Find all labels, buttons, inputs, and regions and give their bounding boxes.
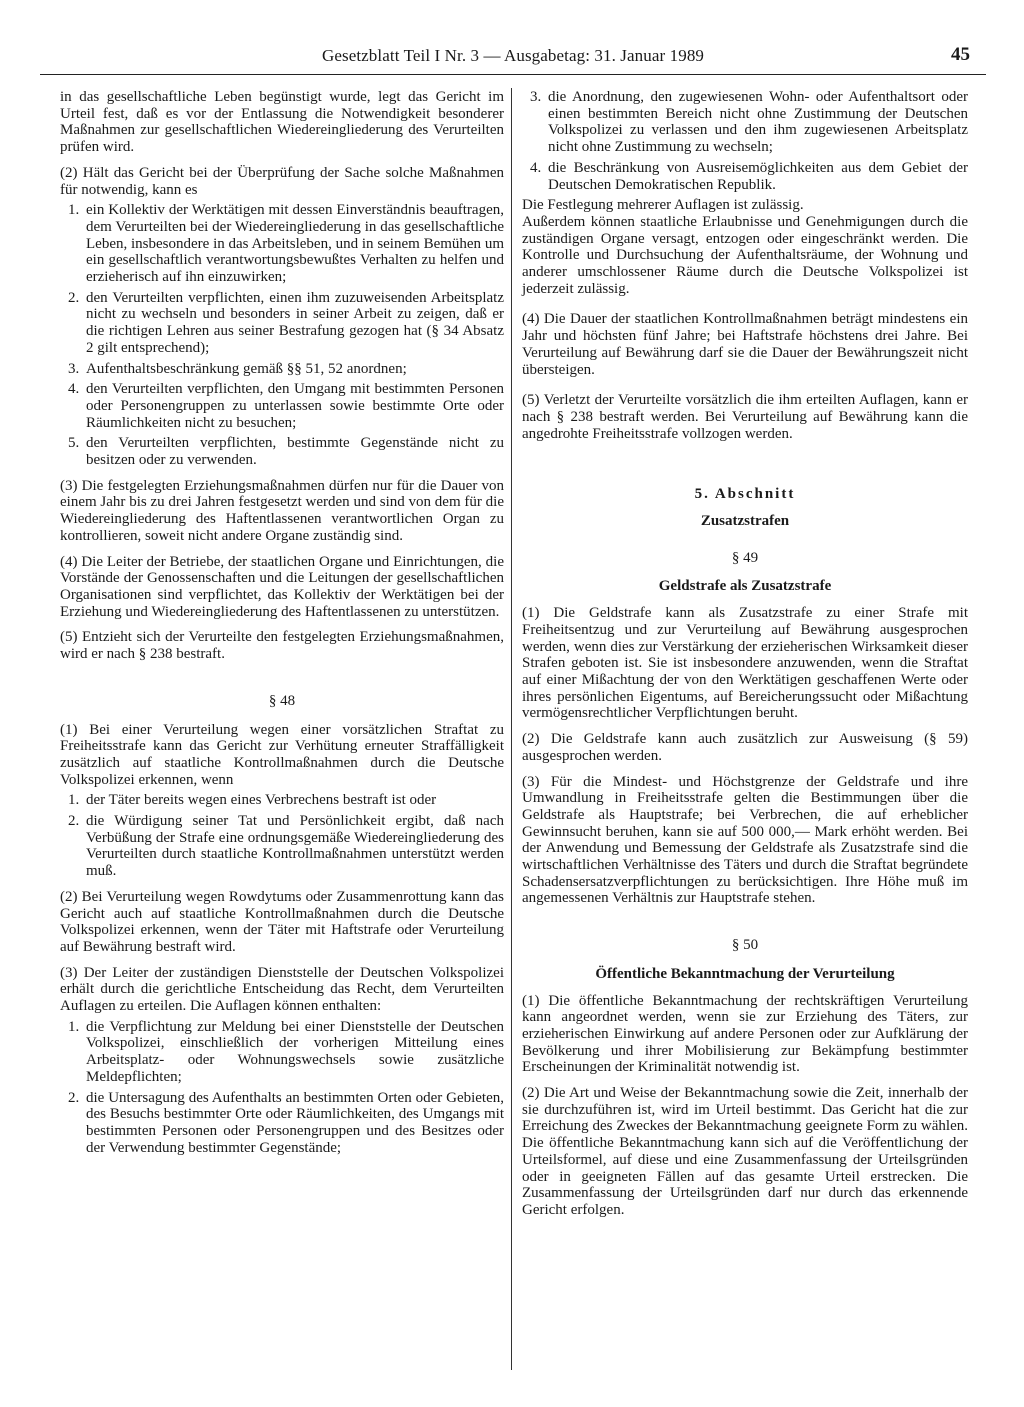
- paragraph: (4) Die Leiter der Betriebe, der staatlichen Organe und Einrichtungen, die Vorstände der Genossenschaften und die Leitungen der gesellschaftlichen Organisationen sind verpflichtet, das Kollektiv der Werktätigen bei der Erziehung und Wiedereingliederung des Haftentlassenen zu unterstützen.: [60, 553, 504, 620]
- paragraph: (3) Die festgelegten Erziehungsmaßnahmen dürfen nur für die Dauer von einem Jahr bis zu drei Jahren festgesetzt werden und sind von dem für die Wiedereingliederung des Haftentlassenen verantwortlichen Organ zu kontrollieren, soweit nicht andere Organe zuständig sind.: [60, 477, 504, 544]
- paragraph: Die Festlegung mehrerer Auflagen ist zulässig.: [522, 197, 804, 214]
- paragraph: (4) Die Dauer der staatlichen Kontrollmaßnahmen beträgt mindestens ein Jahr und höchsten fünf Jahre; bei Haftstrafe höchstens drei Jahre. Bei Verurteilung auf Bewährung darf sie die Dauer der Bewährungszeit nicht übersteigen.: [522, 311, 968, 378]
- list-item: 2. die Würdigung seiner Tat und Persönlichkeit ergibt, daß nach Verbüßung der Strafe eine ordnungsgemäße Wiedereingliederung des Verurteilten durch staatliche Kontrollmaßnahmen unterstützt werden muß.: [68, 813, 504, 880]
- paragraph: Außerdem können staatliche Erlaubnisse und Genehmigungen durch die zuständigen Organe versagt, entzogen oder eingeschränkt werden. Die Kontrolle und Durchsuchung der Aufenthaltsräume, der Wohnung und anderer umschlossener Räume durch die Deutsche Volkspolizei ist jederzeit zulässig.: [522, 213, 968, 297]
- page-header: [40, 44, 986, 75]
- section-50-title: Öffentliche Bekanntmachung der Verurteilung: [595, 965, 895, 982]
- section-sign-50: § 50: [731, 937, 759, 954]
- paragraph: (2) Hält das Gericht bei der Überprüfung der Sache solche Maßnahmen für notwendig, kann es: [60, 164, 504, 198]
- paragraph: (5) Verletzt der Verurteilte vorsätzlich die ihm erteilten Auflagen, kann er nach § 238 bestraft werden. Bei Verurteilung auf Bewährung kann die angedrohte Freiheitsstrafe vollzogen werden.: [522, 392, 968, 442]
- section-title: 5. Abschnitt: [694, 486, 796, 503]
- paragraph: (5) Entzieht sich der Verurteilte den festgelegten Erziehungsmaßnahmen, wird er nach § 238 bestraft.: [60, 629, 504, 663]
- section-49-title: Geldstrafe als Zusatzstrafe: [658, 578, 832, 595]
- paragraph: (1) Die Geldstrafe kann als Zusatzstrafe zu einer Strafe mit Freiheitsentzug und zur Verurteilung auf Bewährung ausgesprochen werden, wenn dies zur Verstärkung der erzieherischen Wirksamkeit dieser Strafen geboten ist. Sie ist insbesondere anzuwenden, wenn die Straftat auf einer Mißachtung der von den Werktätigen geschaffenen Werte oder ihres persönlichen Eigentums, auf Bereicherungssucht oder Mißachtung vermögensrechtlicher Verpflichtungen beruht.: [522, 605, 968, 722]
- conditions-list: [522, 89, 968, 193]
- paragraph: (1) Bei einer Verurteilung wegen einer vorsätzlichen Straftat zu Freiheitsstrafe kann das Gericht zur Verhütung erneuter Straffälligkeit zusätzlich auf staatliche Kontrollmaßnahmen durch die Deutsche Volkspolizei erkennen, wenn: [60, 721, 504, 788]
- header-title: Gesetzblatt Teil I Nr. 3 — Ausgabetag: 31. Januar 1989: [321, 46, 705, 65]
- list-item: 5. den Verurteilten verpflichten, bestimmte Gegenstände nicht zu besitzen oder zu verwenden.: [68, 435, 504, 469]
- list-item: 3. Aufenthaltsbeschränkung gemäß §§ 51, 52 anordnen;: [68, 360, 407, 377]
- paragraph: (3) Für die Mindest- und Höchstgrenze der Geldstrafe und ihre Umwandlung in Freiheitsstrafe gelten die Bestimmungen über die Geldstrafe als Hauptstrafe; bei Verbrechen, die auf erheblicher Gewinnsucht beruhen, kann sie auf 500 000,— Mark erhöht werden. Bei der Anwendung und Bemessung der Geldstrafe als Zusatzstrafe sind die wirtschaftlichen Verhältnisse des Täters und durch die Straftat begründete Schadensersatzverpflichtungen zu berücksichtigen. Ihre Höhe muß im angemessenen Verhältnis zur Hauptstrafe stehen.: [522, 773, 968, 907]
- list-item: 2. den Verurteilten verpflichten, einen ihm zuzuweisenden Arbeitsplatz nicht zu wechseln und besonders in seiner Arbeit zu zeigen, daß er die richtigen Lehren aus seiner Bestrafung gezogen hat (§ 34 Absatz 2 gilt entsprechend);: [68, 289, 504, 356]
- list-item: 2. die Untersagung des Aufenthalts an bestimmten Orten oder Gebieten, des Besuchs bestimmter Orte oder Räumlichkeiten, des Umgangs mit bestimmten Personen oder Personengruppen und des Besitzes oder der Verwendung bestimmter Gegenstände;: [68, 1089, 504, 1156]
- left-column: [60, 89, 504, 1165]
- conditions-list: [60, 1019, 504, 1157]
- section-sign-49: § 49: [731, 549, 759, 566]
- measures-list: [60, 202, 504, 469]
- paragraph: (2) Die Art und Weise der Bekanntmachung sowie die Zeit, innerhalb der sie durchzuführen ist, wird im Urteil bestimmt. Das Gericht hat die zur Erreichung des Zweckes der Bekanntmachung geeignete Form zu wählen. Die öffentliche Bekanntmachung kann sich auf die Veröffentlichung der Urteilsformel, auf diese und eine Zusammenfassung der Urteilsgründen oder in geeigneten Fällen auf das gesamte Urteil erstrecken. Die Zusammenfassung der Urteilsgründen darf nur durch das erkennende Gericht erfolgen.: [522, 1085, 968, 1218]
- paragraph: in das gesellschaftliche Leben begünstigt wurde, legt das Gericht im Urteil fest, daß es vor der Entlassung die Notwendigkeit besonderer Maßnahmen zur gesellschaftlichen Wiedereingliederung des Verurteilten prüfen wird.: [60, 89, 504, 156]
- paragraph: (1) Die öffentliche Bekanntmachung der rechtskräftigen Verurteilung kann angeordnet werden, wenn sie zur Erziehung des Täters, zur erzieherischen Einwirkung auf andere Personen oder zur Aufklärung der Bevölkerung und ihrer Mobilisierung zur Bekämpfung bestimmter Erscheinungen der Kriminalität notwendig ist.: [522, 992, 968, 1076]
- paragraph: (3) Der Leiter der zuständigen Dienststelle der Deutschen Volkspolizei erhält durch die gerichtliche Entscheidung das Recht, dem Verurteilten Auflagen zu erteilen. Die Auflagen können enthalten:: [60, 964, 504, 1015]
- list-item: 1. die Verpflichtung zur Meldung bei einer Dienststelle der Deutschen Volkspolizei, einschließlich der vorherigen Mitteilung eines Arbeitsplatz- oder Wohnungswechsels sowie zusätzliche Meldepflichten;: [68, 1018, 504, 1085]
- paragraph: (2) Bei Verurteilung wegen Rowdytums oder Zusammenrottung kann das Gericht auch auf staatliche Kontrollmaßnahmen durch die Deutsche Volkspolizei erkennen, wenn der Täter mit Haftstrafe oder Verurteilung auf Bewährung bestraft wird.: [60, 888, 504, 955]
- list-item: 1. der Täter bereits wegen eines Verbrechens bestraft ist oder: [68, 792, 437, 809]
- paragraph: (2) Die Geldstrafe kann auch zusätzlich zur Ausweisung (§ 59) ausgesprochen werden.: [522, 731, 968, 764]
- section-sign-48: § 48: [268, 692, 296, 709]
- column-divider: [511, 88, 512, 1370]
- list-item: 3. die Anordnung, den zugewiesenen Wohn- oder Aufenthaltsort oder einen bestimmten Bereich nicht ohne Zustimmung der Deutschen Volkspolizei zu verlassen und den ihm zugewiesenen Arbeitsplatz nicht ohne Zustimmung zu wechseln;: [530, 89, 968, 156]
- list-item: 4. die Beschränkung von Ausreisemöglichkeiten aus dem Gebiet der Deutschen Demokratischen Republik.: [530, 159, 968, 193]
- right-column: [522, 89, 968, 1228]
- conditions-list: [60, 792, 504, 880]
- section-subtitle: Zusatzstrafen: [700, 513, 790, 530]
- page-number: 45: [951, 44, 970, 65]
- list-item: 4. den Verurteilten verpflichten, den Umgang mit bestimmten Personen oder Personengruppen zu unterlassen sowie bestimmte Orte oder Räumlichkeiten nicht zu besuchen;: [68, 381, 504, 431]
- list-item: 1. ein Kollektiv der Werktätigen mit dessen Einverständnis beauftragen, dem Verurteilten bei der Wiedereingliederung in das gesellschaftliche Leben, insbesondere in das Arbeitsleben, und in seinem Bemühen um ein gesellschaftlich verantwortungsbewußtes Verhalten zu helfen und erzieherisch auf ihn einzuwirken;: [68, 202, 504, 286]
